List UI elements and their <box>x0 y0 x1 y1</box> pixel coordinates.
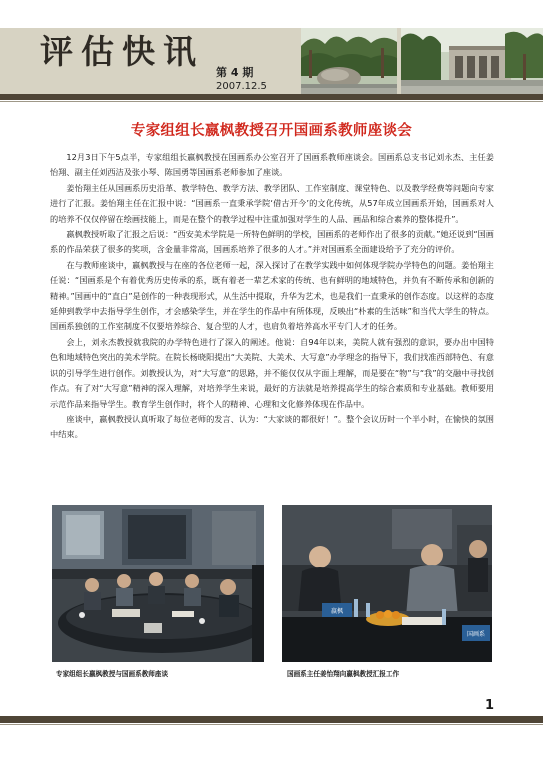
page-number: 1 <box>485 698 495 713</box>
footer-band <box>0 725 543 768</box>
paragraph: 嬴枫教授听取了汇报之后说：“西安美术学院是一所特色鲜明的学校，国画系的老师作出了很多的贡献。”她还说到“国画系的作品荣获了很多的奖项，含金量非常高，国画系培养了很多的人才。”并对国画系全面建设给予了充分的评价。 <box>50 229 494 255</box>
nameplate-right-text: 国画系 <box>466 631 486 638</box>
article-body <box>50 150 494 443</box>
photo-caption-left: 专家组组长嬴枫教授与国画系教师座谈 <box>56 670 169 678</box>
header-photo-campus-building <box>401 28 543 94</box>
page-top-margin <box>0 0 543 28</box>
paragraph: 座谈中，嬴枫教授认真听取了每位老师的发言、认为：“大家谈的都很好！”。整个会议历时一个半小时，在愉快的氛围中结束。 <box>50 413 494 440</box>
masthead-title: 评估快讯 <box>40 32 204 71</box>
header-photo-campus-rock <box>301 28 397 94</box>
header-rule <box>0 94 543 100</box>
paragraph: 会上，刘永杰教授就我院的办学特色进行了深入的阐述。他说：自94年以来，美院人就有强烈的意识，要办出中国特色和地域特色突出的美术学院。在院长杨晓阳提出“大美院、大美术、大写意”办学理念的指导下，我们找准西部特色、有意识的引导学生进行创作。刘教授认为，对“大写意”的思路，并不能仅仅从字面上理解，而是要在“物”与“我”的交融中寻找创作点。有了对“大写意”精神的深入理解，对培养学生来说，最好的方法就是培养提高学生的综合素质和专业基础。教师要用示范作品来指导学生。教育学生创作时，将个人的精神、心理和文化修养体现在作品中。 <box>50 336 494 409</box>
header-rule-thin <box>0 101 543 102</box>
nameplate-left-text: 嬴枫 <box>330 608 344 615</box>
photo-caption-right: 国画系主任姜怡翔向嬴枫教授汇报工作 <box>287 670 400 678</box>
paragraph: 在与教师座谈中，嬴枫教授与在座的各位老师一起，深入探讨了在教学实践中如何体现学院办学特色的问题。姜怡翔主任说：“国画系是个有着优秀历史传承的系，既有着老一辈艺术家的传统、也有鲜明的地域特色，并负有不断传承和创新的精神。”国画中的“直白”是创作的一种表现形式，从生活中提取，升华为艺术，也是我们一直秉承的创作态度。以这样的态度延伸到教学中去指导学生创作，才会感染学生，并在学生的作品中有所体现，反映出“朴素的生活味”和当代大学生的特点。国画系独创的工作室制度不仅要培养综合、复合型的人才，也肩负着培养高水平专门人才的任务。 <box>50 259 494 332</box>
photo-meeting-room <box>52 505 264 662</box>
article-title: 专家组组长嬴枫教授召开国画系教师座谈会 <box>130 122 413 139</box>
issue-number: 第 4 期 <box>216 66 254 79</box>
issue-date: 2007.12.5 <box>216 81 267 92</box>
photo-report-session <box>282 505 492 662</box>
paragraph: 姜怡翔主任从国画系历史沿革、教学特色、教学方法、教学团队、工作室制度、课堂特色、以及教学经费等问题向专家进行了汇报。姜怡翔主任在汇报中说：“国画系一直秉承学院‘借古开今’的文化传统，从57年成立国画系开始，国画系对人的培养不仅仅停留在绘画技能上，而是在整个的教学过程中注重加强对学生的人品、画品和综合素养的整体提升”。 <box>50 182 494 224</box>
paragraph: 12月3日下午5点半，专家组组长嬴枫教授在国画系办公室召开了国画系教师座谈会。国画系总支书记刘永杰、主任姜怡翔、副主任刘西洁及张小琴、陈国勇等国画系老师参加了座谈。 <box>50 152 494 178</box>
footer-rule <box>0 716 543 723</box>
